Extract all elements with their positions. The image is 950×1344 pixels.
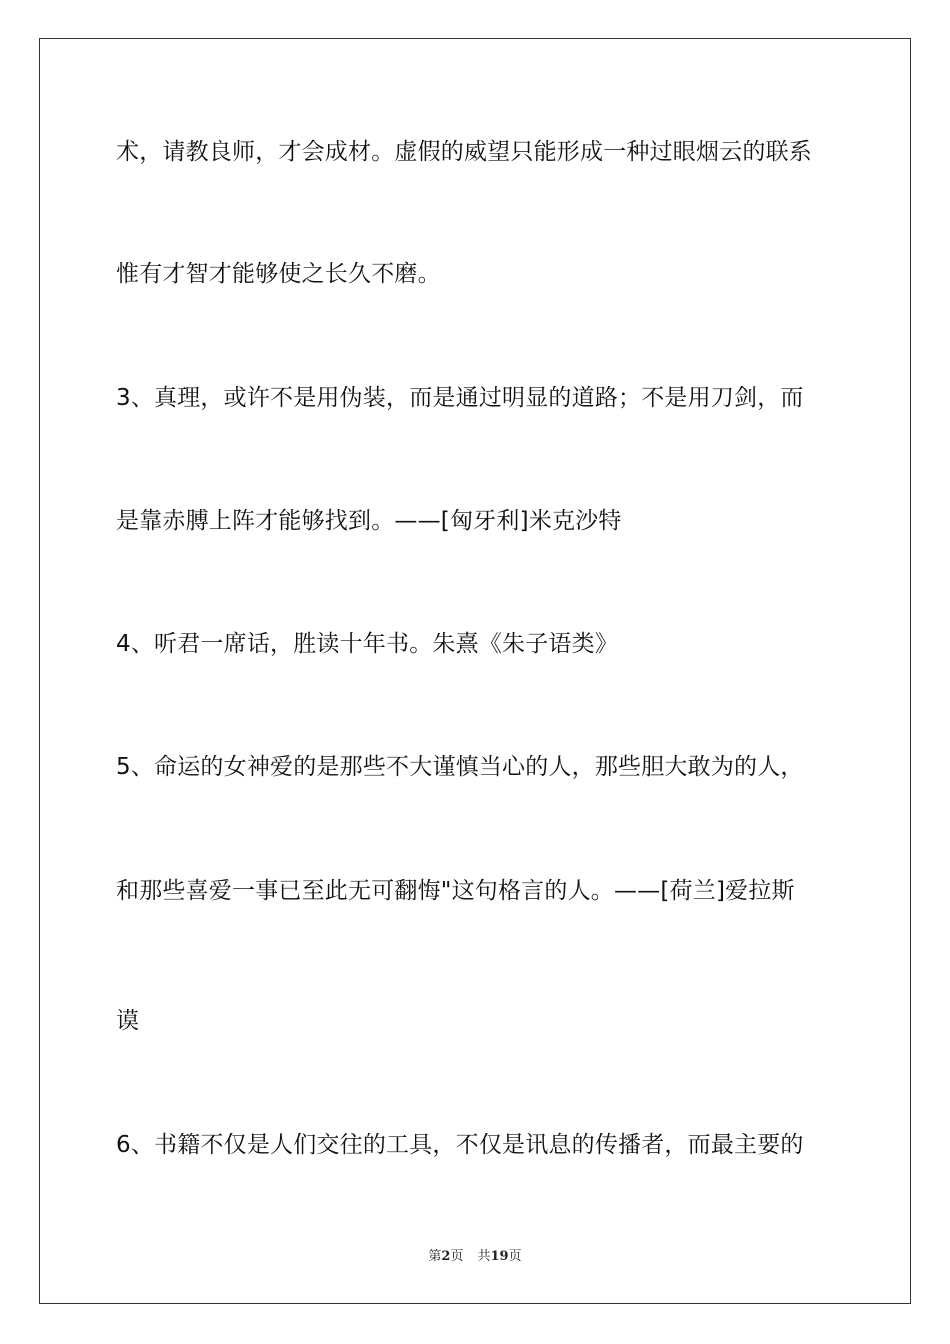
text-line: 3、真理，或许不是用伪装，而是通过明显的道路；不是用刀剑，而 bbox=[116, 385, 804, 411]
text-line: 4、听君一席话，胜读十年书。朱熹《朱子语类》 bbox=[116, 631, 619, 657]
text-line: 和那些喜爱一事已至此无可翻悔"这句格言的人。——[荷兰]爱拉斯 bbox=[116, 878, 795, 904]
total-suffix: 页 bbox=[508, 1249, 522, 1264]
page-footer bbox=[0, 1245, 950, 1264]
text-line: 术，请教良师，才会成材。虚假的威望只能形成一种过眼烟云的联系 bbox=[116, 139, 812, 165]
text-line: 惟有才智才能够使之长久不磨。 bbox=[116, 261, 441, 287]
page-border bbox=[39, 38, 911, 1304]
page-number: 2 bbox=[441, 1249, 451, 1264]
text-line: 是靠赤膊上阵才能够找到。——[匈牙利]米克沙特 bbox=[116, 508, 622, 534]
page-suffix: 页 bbox=[450, 1249, 464, 1264]
total-prefix: 共 bbox=[477, 1249, 491, 1264]
page-prefix: 第 bbox=[428, 1249, 442, 1264]
text-line: 6、书籍不仅是人们交往的工具，不仅是讯息的传播者，而最主要的 bbox=[116, 1132, 804, 1158]
total-pages: 19 bbox=[490, 1249, 509, 1264]
text-line: 谟 bbox=[116, 1008, 140, 1034]
text-line: 5、命运的女神爱的是那些不大谨慎当心的人，那些胆大敢为的人， bbox=[116, 754, 804, 780]
